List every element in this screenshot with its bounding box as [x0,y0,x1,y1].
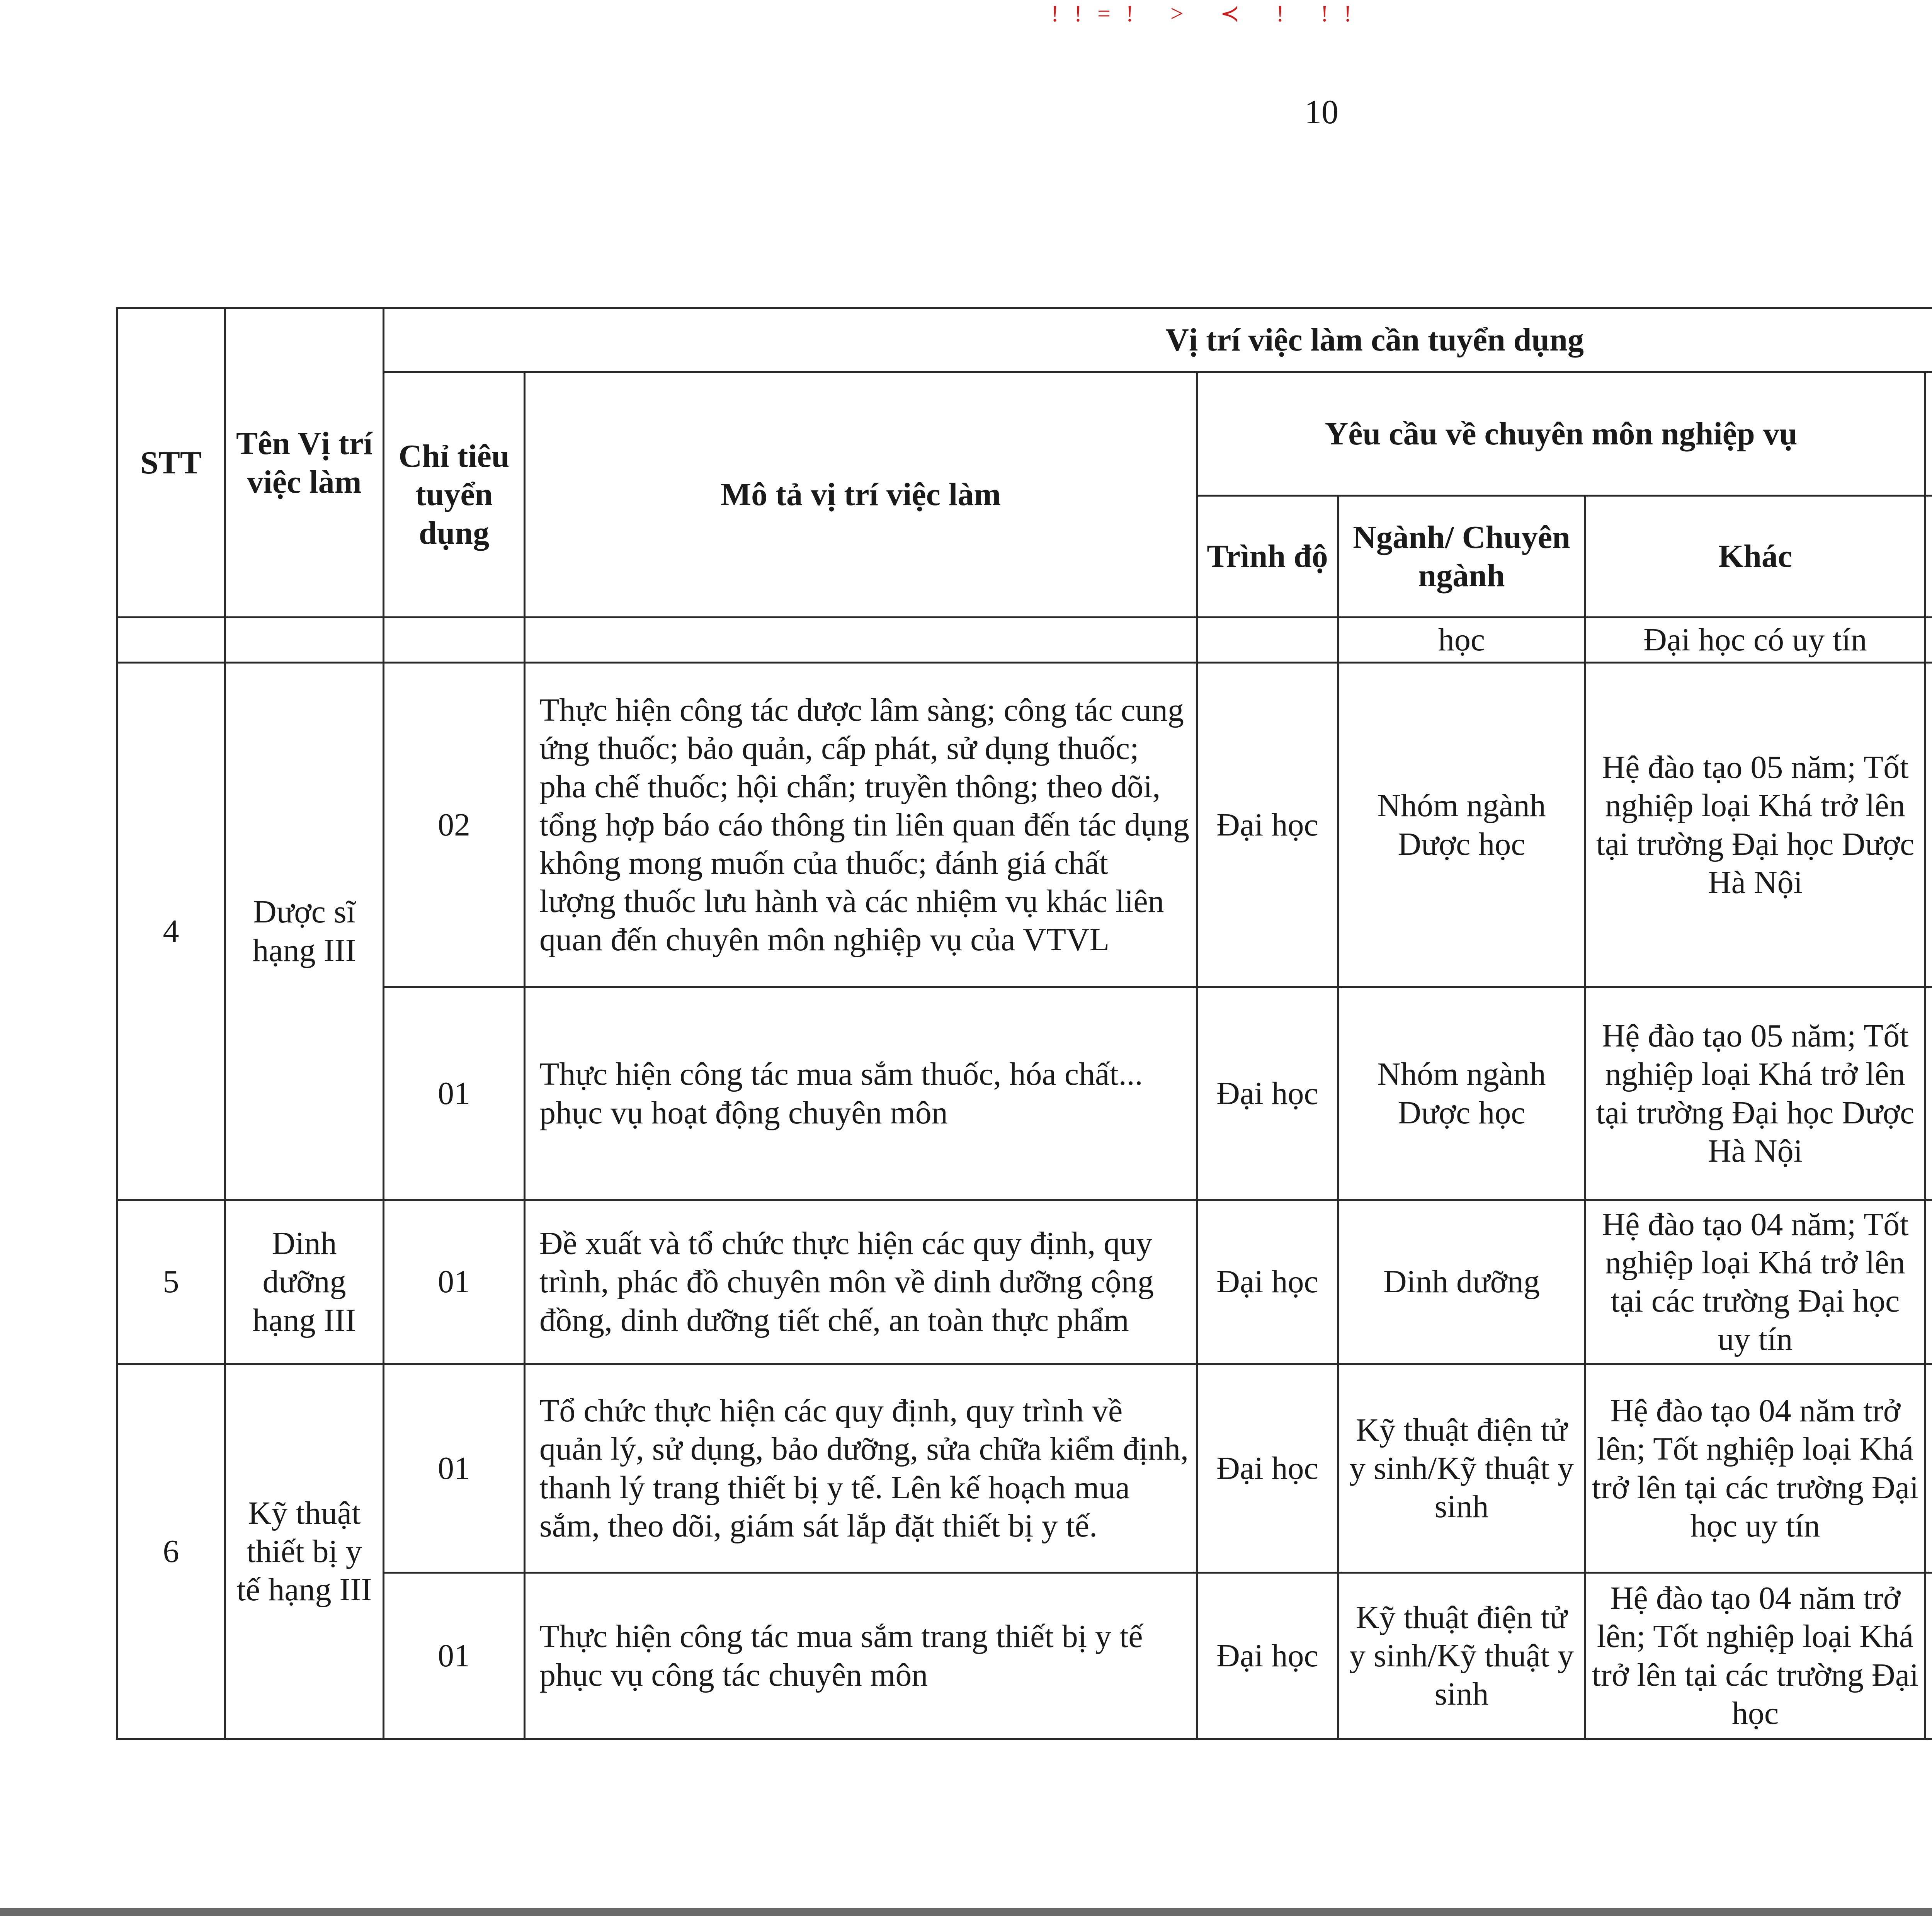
cell-quota: 01 [384,1364,525,1573]
header-level: Trình độ [1197,496,1338,618]
header-language [1925,496,1932,618]
page-number: 10 [1304,94,1338,131]
cell-major: Kỹ thuật điện tử y sinh/Kỹ thuật y sinh [1338,1573,1585,1739]
cell-quota [384,618,525,663]
header-other: Khác [1585,496,1925,618]
top-marks: !!=! > ≺ ! !! [1051,1,1367,26]
cell-position: Dược sĩ hạng III [225,663,384,1200]
cell-stt [117,618,225,663]
cell-description: Thực hiện công tác mua sắm thuốc, hóa chất... phục vụ hoạt động chuyên môn [525,987,1197,1200]
table-row [117,1200,1932,1364]
cell-language [1925,1364,1932,1573]
header-group-title: Vị trí việc làm cần tuyển dụng [384,308,1932,372]
header-stt: STT [117,308,225,618]
cell-quota: 02 [384,663,525,987]
cell-other: Hệ đào tạo 04 năm trở lên; Tốt nghiệp loại Khá trở lên tại các trường Đại học [1585,1573,1925,1739]
table-row-continuation [117,618,1932,663]
cell-quota: 01 [384,1573,525,1739]
cell-other: Hệ đào tạo 04 năm trở lên; Tốt nghiệp loại Khá trở lên tại các trường Đại học uy tín [1585,1364,1925,1573]
header-major: Ngành/ Chuyên ngành [1338,496,1585,618]
table-row [117,663,1932,987]
cell-level: Đại học [1197,663,1338,987]
table-row [117,1573,1932,1739]
header-professional: Yêu cầu về chuyên môn nghiệp vụ [1197,372,1925,496]
cell-quota: 01 [384,1200,525,1364]
cell-other: Đại học có uy tín [1585,618,1925,663]
cell-major: Nhóm ngành Dược học [1338,663,1585,987]
header-quota: Chỉ tiêu tuyển dụng [384,372,525,618]
table-row [117,1364,1932,1573]
table-row [117,987,1932,1200]
cell-major: Nhóm ngành Dược học [1338,987,1585,1200]
cell-level: Đại học [1197,987,1338,1200]
cell-major: học [1338,618,1585,663]
cell-level [1197,618,1338,663]
cell-language [1925,663,1932,987]
cell-other: Hệ đào tạo 05 năm; Tốt nghiệp loại Khá trở lên tại trường Đại học Dược Hà Nội [1585,663,1925,987]
cell-position: Dinh dưỡng hạng III [225,1200,384,1364]
cell-other: Hệ đào tạo 04 năm; Tốt nghiệp loại Khá trở lên tại các trường Đại học uy tín [1585,1200,1925,1364]
cell-language [1925,1573,1932,1739]
cell-description [525,618,1197,663]
cell-stt: 6 [117,1364,225,1739]
scan-bottom-edge [0,1908,1932,1916]
cell-level: Đại học [1197,1364,1338,1573]
header-position-name: Tên Vị trí việc làm [225,308,384,618]
recruitment-table [116,307,1932,1740]
cell-description: Tổ chức thực hiện các quy định, quy trình về quản lý, sử dụng, bảo dưỡng, sửa chữa kiểm định, thanh lý trang thiết bị y tế. Lên kế hoạch mua sắm, theo dõi, giám sát lắp đặt thiết bị y tế. [525,1364,1197,1573]
cell-quota: 01 [384,987,525,1200]
cell-language [1925,1200,1932,1364]
cell-description: Thực hiện công tác mua sắm trang thiết bị y tế phục vụ công tác chuyên môn [525,1573,1197,1739]
cell-language [1925,618,1932,663]
cell-level: Đại học [1197,1200,1338,1364]
cell-level: Đại học [1197,1573,1338,1739]
cell-stt: 4 [117,663,225,1200]
cell-major: Dinh dưỡng [1338,1200,1585,1364]
cell-position [225,618,384,663]
cell-other: Hệ đào tạo 05 năm; Tốt nghiệp loại Khá trở lên tại trường Đại học Dược Hà Nội [1585,987,1925,1200]
cell-description: Đề xuất và tổ chức thực hiện các quy định, quy trình, phác đồ chuyên môn về dinh dưỡng cộng đồng, dinh dưỡng tiết chế, an toàn thực phẩm [525,1200,1197,1364]
cell-major: Kỹ thuật điện tử y sinh/Kỹ thuật y sinh [1338,1364,1585,1573]
cell-position: Kỹ thuật thiết bị y tế hạng III [225,1364,384,1739]
header-description: Mô tả vị trí việc làm [525,372,1197,618]
cell-description: Thực hiện công tác dược lâm sàng; công tác cung ứng thuốc; bảo quản, cấp phát, sử dụng thuốc; pha chế thuốc; hội chẩn; truyền thông; theo dõi, tổng hợp báo cáo thông tin liên quan đến tác dụng không mong muốn của thuốc; đánh giá chất lượng thuốc lưu hành và các nhiệm vụ khác liên quan đến chuyên môn nghiệp vụ của VTVL [525,663,1197,987]
header-foreign-language [1925,372,1932,496]
cell-language [1925,987,1932,1200]
cell-stt: 5 [117,1200,225,1364]
